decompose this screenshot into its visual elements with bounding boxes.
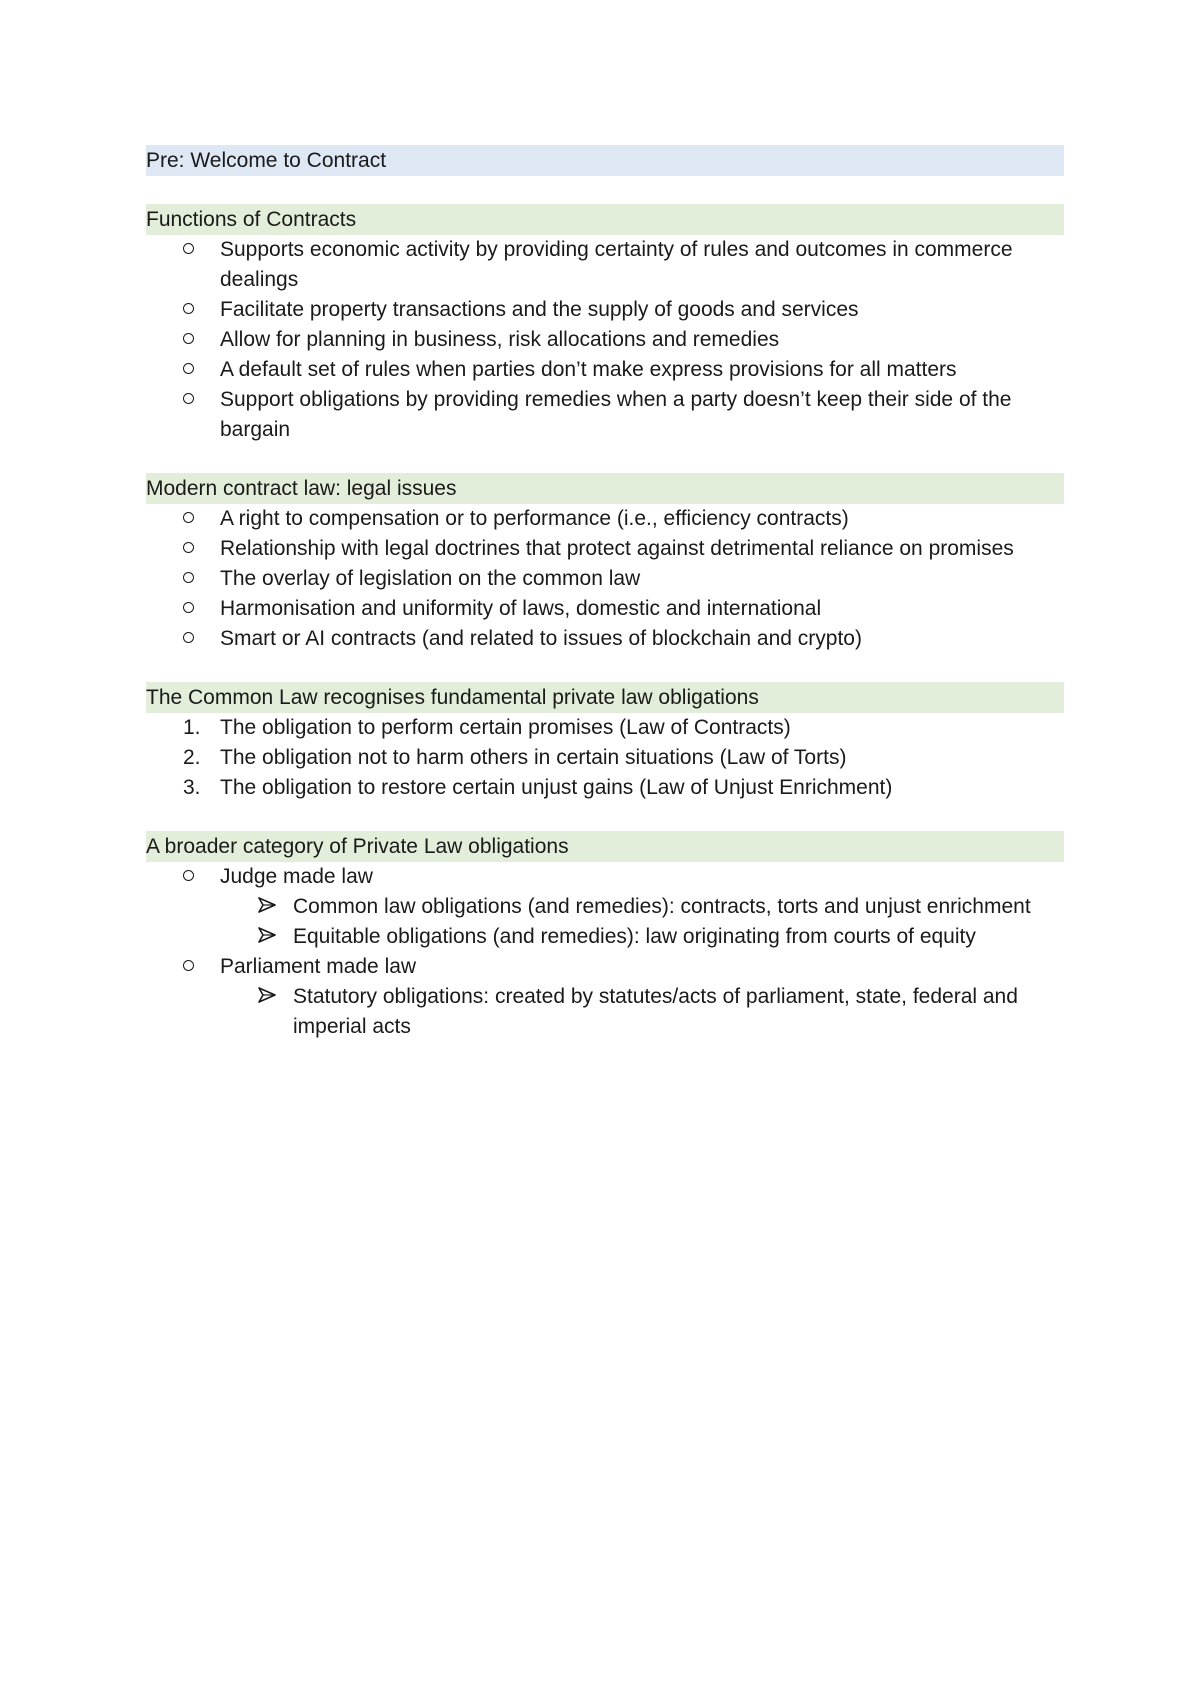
arrow-bullet-icon	[258, 922, 276, 952]
circle-bullet-icon	[183, 594, 213, 624]
list-item: Smart or AI contracts (and related to issues of blockchain and crypto)	[146, 624, 1064, 654]
list-item: Harmonisation and uniformity of laws, domestic and international	[146, 594, 1064, 624]
circle-bullet-icon	[183, 862, 213, 892]
sub-list-item: Statutory obligations: created by statutes/acts of parliament, state, federal and imperial acts	[146, 982, 1064, 1042]
list-item: A default set of rules when parties don’t make express provisions for all matters	[146, 355, 1064, 385]
circle-bullet-icon	[183, 295, 213, 325]
document-page	[146, 145, 1064, 1042]
circle-bullet-icon	[183, 235, 213, 265]
circle-bullet-icon	[183, 534, 213, 564]
page-title: Pre: Welcome to Contract	[146, 145, 1064, 176]
list-item-judge-made-law: Judge made law	[146, 862, 1064, 892]
list-item: A right to compensation or to performance (i.e., efficiency contracts)	[146, 504, 1064, 534]
obligations-numbered-list	[146, 713, 1064, 803]
circle-bullet-icon	[183, 355, 213, 385]
section-heading-functions: Functions of Contracts	[146, 204, 1064, 235]
list-item: Facilitate property transactions and the supply of goods and services	[146, 295, 1064, 325]
list-item: Allow for planning in business, risk allocations and remedies	[146, 325, 1064, 355]
functions-list	[146, 235, 1064, 445]
circle-bullet-icon	[183, 504, 213, 534]
arrow-bullet-icon	[258, 982, 276, 1012]
legal-issues-list	[146, 504, 1064, 654]
section-heading-broader-category: A broader category of Private Law obligations	[146, 831, 1064, 862]
broader-category-list	[146, 862, 1064, 1042]
section-heading-modern-law: Modern contract law: legal issues	[146, 473, 1064, 504]
numbered-item: 2. The obligation not to harm others in certain situations (Law of Torts)	[146, 743, 1064, 773]
list-item: Supports economic activity by providing certainty of rules and outcomes in commerce dealings	[146, 235, 1064, 295]
list-item: The overlay of legislation on the common law	[146, 564, 1064, 594]
numbered-item: 3. The obligation to restore certain unjust gains (Law of Unjust Enrichment)	[146, 773, 1064, 803]
section-heading-common-law: The Common Law recognises fundamental private law obligations	[146, 682, 1064, 713]
sub-list-item: Common law obligations (and remedies): contracts, torts and unjust enrichment	[146, 892, 1064, 922]
item-number: 3.	[183, 776, 201, 799]
circle-bullet-icon	[183, 624, 213, 654]
item-number: 2.	[183, 746, 201, 769]
circle-bullet-icon	[183, 564, 213, 594]
list-item-parliament-made-law: Parliament made law	[146, 952, 1064, 982]
item-number: 1.	[183, 716, 201, 739]
list-item: Relationship with legal doctrines that protect against detrimental reliance on promises	[146, 534, 1064, 564]
circle-bullet-icon	[183, 952, 213, 982]
arrow-bullet-icon	[258, 892, 276, 922]
circle-bullet-icon	[183, 385, 213, 415]
circle-bullet-icon	[183, 325, 213, 355]
sub-list-item: Equitable obligations (and remedies): law originating from courts of equity	[146, 922, 1064, 952]
list-item: Support obligations by providing remedies when a party doesn’t keep their side of the bargain	[146, 385, 1064, 445]
numbered-item: 1. The obligation to perform certain promises (Law of Contracts)	[146, 713, 1064, 743]
